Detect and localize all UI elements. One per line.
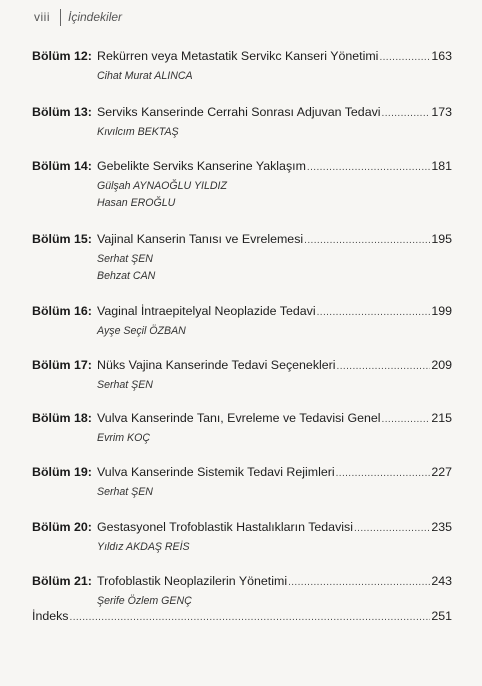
chapter-title: Nüks Vajina Kanserinde Tedavi Seçenekleri (97, 358, 336, 372)
chapter-title: Gebelikte Serviks Kanserine Yaklaşım (97, 159, 306, 173)
page-ref: 227 (431, 465, 452, 479)
chapter-author: Şerife Özlem GENÇ (97, 595, 192, 607)
chapter-author: Hasan EROĞLU (97, 197, 176, 209)
chapter-number: Bölüm 18: (32, 411, 92, 425)
page-ref: 251 (431, 609, 452, 623)
chapter-title: Vajinal Kanserin Tanısı ve Evrelemesi (97, 232, 304, 246)
page-ref: 199 (431, 304, 452, 318)
dot-leader (379, 50, 430, 66)
chapter-title: Vulva Kanserinde Tanı, Evreleme ve Tedavisi Genel (97, 411, 381, 425)
dot-leader (304, 233, 430, 249)
toc-entry[interactable] (32, 573, 452, 610)
toc-entry[interactable] (32, 410, 452, 447)
chapter-number: Bölüm 20: (32, 520, 92, 534)
chapter-title: Serviks Kanserinde Cerrahi Sonrası Adjuvan Tedavi (97, 105, 381, 119)
chapter-author: Serhat ŞEN (97, 486, 153, 498)
toc-entry[interactable] (32, 231, 452, 285)
page-ref: 173 (431, 105, 452, 119)
chapter-author: Serhat ŞEN (97, 379, 153, 391)
chapter-author: Ayşe Seçil ÖZBAN (97, 325, 186, 337)
chapter-number: Bölüm 21: (32, 574, 92, 588)
chapter-author: Kıvılcım BEKTAŞ (97, 126, 179, 138)
chapter-author: Behzat CAN (97, 270, 156, 282)
chapter-number: Bölüm 12: (32, 49, 92, 63)
chapter-title: Vulva Kanserinde Sistemik Tedavi Rejimleri (97, 465, 335, 479)
chapter-number: Bölüm 19: (32, 465, 92, 479)
chapter-author: Serhat ŞEN (97, 253, 153, 265)
dot-leader (382, 106, 431, 122)
dot-leader (307, 160, 430, 176)
chapter-title: Trofoblastik Neoplazilerin Yönetimi (97, 574, 288, 588)
page-ref: 181 (431, 159, 452, 173)
running-title: İçindekiler (68, 10, 123, 24)
chapter-number: Bölüm 15: (32, 232, 92, 246)
chapter-title: Vaginal İntraepitelyal Neoplazide Tedavi (97, 304, 316, 318)
toc-entry[interactable] (32, 104, 452, 141)
dot-leader (288, 575, 430, 591)
toc-entry[interactable] (32, 357, 452, 394)
dot-leader (317, 305, 431, 321)
toc-entry[interactable] (32, 48, 452, 85)
header-divider (60, 9, 61, 26)
toc-entry[interactable] (32, 464, 452, 501)
page-ref: 215 (431, 411, 452, 425)
dot-leader (382, 412, 431, 428)
toc-entry[interactable] (32, 519, 452, 556)
chapter-author: Yıldız AKDAŞ REİS (97, 541, 190, 553)
chapter-author: Cihat Murat ALINCA (97, 70, 193, 82)
page-header (0, 0, 482, 34)
chapter-number: Bölüm 14: (32, 159, 92, 173)
index-title: İndeks (32, 609, 69, 623)
toc-index-entry[interactable] (32, 608, 452, 626)
dot-leader (354, 521, 430, 537)
chapter-number: Bölüm 17: (32, 358, 92, 372)
page-ref: 209 (431, 358, 452, 372)
chapter-number: Bölüm 13: (32, 105, 92, 119)
page-ref: 235 (431, 520, 452, 534)
dot-leader (337, 359, 431, 375)
page-ref: 163 (431, 49, 452, 63)
page-ref: 195 (431, 232, 452, 246)
toc-entry[interactable] (32, 158, 452, 212)
dot-leader (336, 466, 431, 482)
dot-leader (70, 610, 431, 626)
page-number: viii (34, 10, 50, 24)
chapter-title: Gestasyonel Trofoblastik Hastalıkların Tedavisi (97, 520, 353, 534)
toc-entry[interactable] (32, 303, 452, 340)
chapter-author: Evrim KOÇ (97, 432, 150, 444)
chapter-number: Bölüm 16: (32, 304, 92, 318)
chapter-title: Rekürren veya Metastatik Servikс Kanseri Yönetimi (97, 49, 379, 63)
chapter-author: Gülşah AYNAOĞLU YILDIZ (97, 180, 227, 192)
page-ref: 243 (431, 574, 452, 588)
